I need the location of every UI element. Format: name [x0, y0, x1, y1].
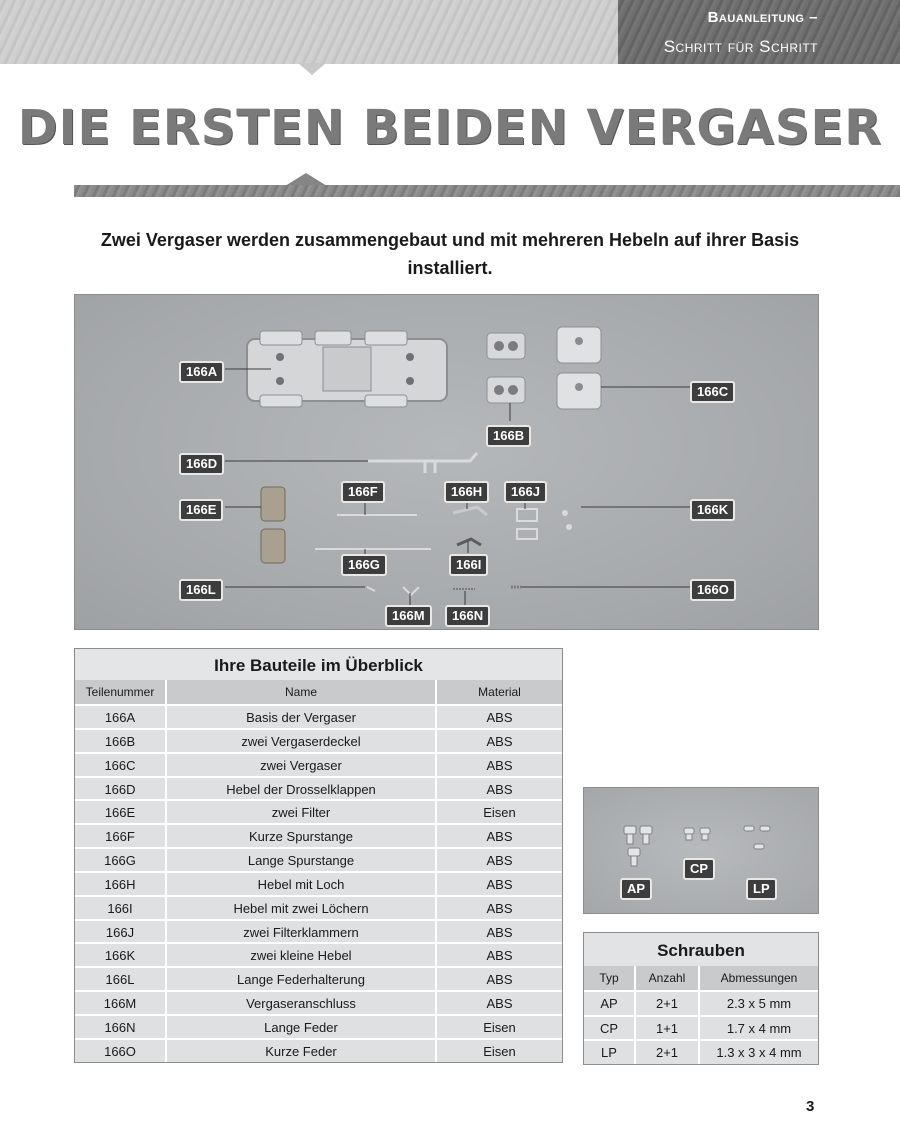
label-166j: 166J [504, 481, 547, 503]
table-row [584, 1039, 818, 1064]
filter-part [261, 487, 285, 563]
material-cell: ABS [486, 996, 513, 1012]
part-name-cell: Vergaseranschluss [167, 992, 437, 1014]
part-name-cell: Lange Feder [167, 1016, 437, 1038]
part-number-cell: 166D [75, 778, 167, 800]
table-row [75, 704, 562, 728]
label-166c: 166C [690, 381, 735, 403]
table-row [75, 1038, 562, 1062]
part-name-cell: zwei Vergaserdeckel [167, 730, 437, 752]
table-row [75, 990, 562, 1014]
table-row [75, 776, 562, 800]
table-row [75, 871, 562, 895]
table-row [75, 823, 562, 847]
part-name-cell: Basis der Vergaser [167, 706, 437, 728]
material-cell: ABS [486, 733, 513, 749]
part-name-cell: Hebel mit Loch [167, 873, 437, 895]
part-number-cell: 166O [75, 1040, 167, 1062]
screw-dimensions-cell: 1.7 x 4 mm [726, 1020, 792, 1036]
header-quantity: Anzahl [636, 966, 700, 990]
screws-table-body [584, 990, 818, 1064]
parts-photo [74, 294, 819, 630]
screw-dimensions-cell: 1.3 x 3 x 4 mm [716, 1045, 802, 1061]
label-166l: 166L [179, 579, 223, 601]
part-number-cell: 166H [75, 873, 167, 895]
carburetor-cover-part [487, 333, 525, 403]
material-cell: Eisen [483, 1019, 516, 1035]
screw-type-cell: CP [584, 1017, 636, 1040]
material-cell: ABS [486, 876, 513, 892]
label-166m: 166M [385, 605, 432, 627]
screw-label-cp: CP [683, 858, 715, 880]
table-row [75, 728, 562, 752]
table-row [75, 966, 562, 990]
screw-dimensions-cell: 2.3 x 5 mm [726, 996, 792, 1011]
material-cell: ABS [486, 853, 513, 869]
header-material: Material [478, 685, 521, 699]
header-name: Name [167, 680, 437, 704]
label-166g: 166G [341, 554, 387, 576]
screw-type-cell: AP [584, 992, 636, 1015]
carburetor-part [557, 327, 601, 409]
label-166n: 166N [445, 605, 490, 627]
parts-table-title: Ihre Bauteile im Überblick [75, 649, 562, 680]
material-cell: Eisen [483, 805, 516, 821]
label-166o: 166O [690, 579, 736, 601]
material-cell: ABS [486, 781, 513, 797]
screws-table [583, 932, 819, 1065]
screw-type-cell: LP [584, 1041, 636, 1064]
table-row [75, 799, 562, 823]
material-cell: ABS [486, 829, 513, 845]
part-number-cell: 166I [75, 897, 167, 919]
part-name-cell: Kurze Feder [167, 1040, 437, 1062]
part-name-cell: Lange Spurstange [167, 849, 437, 871]
parts-table [74, 648, 563, 1063]
parts-table-body [75, 704, 562, 1062]
part-name-cell: Hebel der Drosselklappen [167, 778, 437, 800]
material-cell: ABS [486, 757, 513, 773]
table-row [584, 990, 818, 1015]
part-number-cell: 166G [75, 849, 167, 871]
label-166i: 166I [449, 554, 488, 576]
part-name-cell: zwei Vergaser [167, 754, 437, 776]
part-number-cell: 166A [75, 706, 167, 728]
label-166k: 166K [690, 499, 735, 521]
screw-quantity-cell: 2+1 [636, 1041, 700, 1064]
part-name-cell: zwei Filterklammern [167, 921, 437, 943]
screw-quantity-cell: 1+1 [636, 1017, 700, 1040]
part-name-cell: zwei kleine Hebel [167, 944, 437, 966]
material-cell: ABS [486, 900, 513, 916]
part-number-cell: 166B [75, 730, 167, 752]
table-row [75, 847, 562, 871]
section-title-line2: Schritt für Schritt [663, 37, 818, 56]
page-number: 3 [806, 1098, 815, 1115]
table-row [75, 942, 562, 966]
label-166b: 166B [486, 425, 531, 447]
screws-table-header [584, 966, 818, 990]
label-166e: 166E [179, 499, 223, 521]
header-notch [298, 63, 326, 75]
label-166f: 166F [341, 481, 385, 503]
screw-label-ap: AP [620, 878, 652, 900]
part-name-cell: Hebel mit zwei Löchern [167, 897, 437, 919]
material-cell: Eisen [483, 1043, 516, 1059]
part-name-cell: zwei Filter [167, 801, 437, 823]
part-name-cell: Kurze Spurstange [167, 825, 437, 847]
intro-text: Zwei Vergaser werden zusammengebaut und mit mehreren Hebeln auf ihrer Basis installiert. [100, 230, 800, 278]
part-number-cell: 166F [75, 825, 167, 847]
part-name-cell: Lange Federhalterung [167, 968, 437, 990]
material-cell: ABS [486, 948, 513, 964]
table-row [75, 752, 562, 776]
header-dimensions: Abmessungen [720, 971, 798, 985]
title-divider [74, 185, 900, 197]
part-number-cell: 166L [75, 968, 167, 990]
part-number-cell: 166N [75, 1016, 167, 1038]
part-number-cell: 166K [75, 944, 167, 966]
header-type: Typ [584, 966, 636, 990]
label-166a: 166A [179, 361, 224, 383]
screw-quantity-cell: 2+1 [636, 992, 700, 1015]
screws-photo [583, 787, 819, 914]
table-row [75, 1014, 562, 1038]
label-166h: 166H [444, 481, 489, 503]
material-cell: ABS [486, 710, 513, 725]
parts-table-header [75, 680, 562, 704]
part-number-cell: 166C [75, 754, 167, 776]
part-number-cell: 166M [75, 992, 167, 1014]
label-166d: 166D [179, 453, 224, 475]
material-cell: ABS [486, 972, 513, 988]
material-cell: ABS [486, 924, 513, 940]
table-row [75, 919, 562, 943]
part-number-cell: 166E [75, 801, 167, 823]
screw-label-lp: LP [746, 878, 777, 900]
header-part-number: Teilenummer [75, 680, 167, 704]
screws-table-title: Schrauben [657, 941, 745, 960]
table-row [75, 895, 562, 919]
base-plate-part [247, 331, 447, 407]
part-number-cell: 166J [75, 921, 167, 943]
section-title-line1: Bauanleitung – [707, 9, 818, 26]
page-title: DIE ERSTEN BEIDEN VERGASER [17, 100, 883, 156]
table-row [584, 1015, 818, 1040]
